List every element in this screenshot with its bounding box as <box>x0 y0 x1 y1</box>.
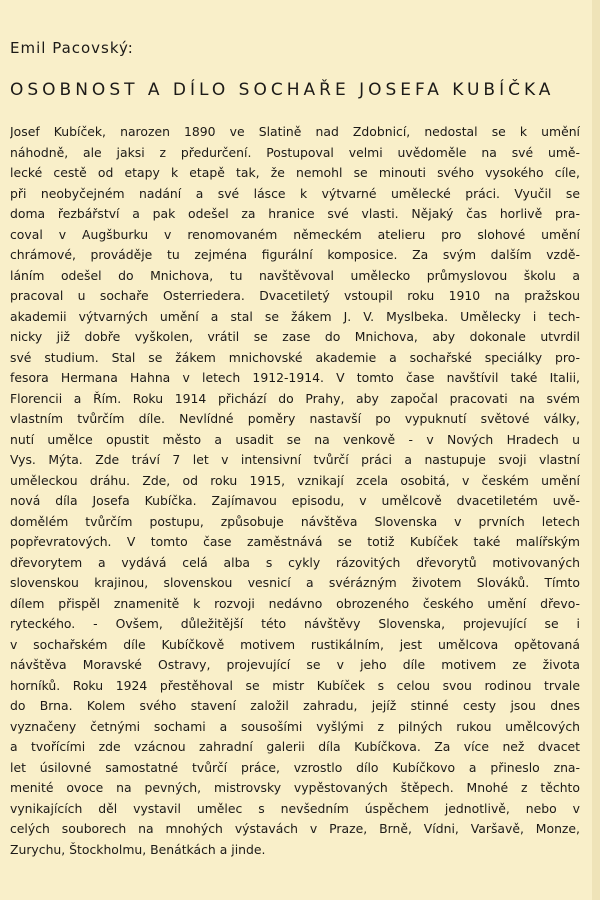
body-line: uměleckou dráhu. Zde, od roku 1915, vznikají zcela osobitá, v českém umění <box>10 472 580 488</box>
body-line: při neobyčejném nadání a své lásce k výtvarné umělecké práci. Vyučil se <box>10 185 580 201</box>
body-line: akademii výtvarných umění a stal se žákem J. V. Myslbeka. Umělecky i tech- <box>10 308 580 324</box>
body-line: ryteckého. - Ovšem, důležitější této návštěvy Slovenska, projevující se i <box>10 616 580 631</box>
body-line: dřevorytem a vydává celá alba s cykly rázovitých dřevorytů motivovaných <box>10 554 580 570</box>
body-line: své studium. Stal se žákem mnichovské akademie a sochařské speciálky pro- <box>10 349 580 365</box>
body-line: náhodně, ale jaksi z předurčení. Postupoval velmi uvědoměle na své umě- <box>10 144 580 160</box>
body-line: Josef Kubíček, narozen 1890 ve Slatině nad Zdobnicí, nedostal se k umění <box>10 124 580 139</box>
body-line: menité ovoce na pevných, mistrovsky vypěstovaných štěpech. Mnohé z těchto <box>10 780 580 795</box>
body-line: do Brna. Kolem svého stavení založil zahradu, jejíž stinné cesty jsou dnes <box>10 698 580 713</box>
body-line: vynikajících děl vystavil umělec s nevšedním úspěchem jednotlivě, nebo v <box>10 800 580 816</box>
body-line: let úsilovné samostatné tvůrčí práce, vzrostlo dílo Kubíčkovo a přineslo zna- <box>10 759 580 775</box>
body-line: popřevratových. V tomto čase zaměstnává se totiž Kubíček také malířským <box>10 534 580 549</box>
body-line: dílem přispěl znamenitě k rozvoji nedávno obrozeného českého umění dřevo- <box>10 595 580 611</box>
body-line: coval v Augšburku v renomovaném německém atelieru pro slohové umění <box>10 226 580 242</box>
body-line: Vys. Mýta. Zde tráví 7 let v intensivní tvůrčí práci a nastupuje svoji vlastní <box>10 452 580 467</box>
body-line: vlastním tvůrčím díle. Nevlídné poměry nastavší po vypuknutí světové války, <box>10 411 580 426</box>
article-title: OSOBNOST A DÍLO SOCHAŘE JOSEFA KUBÍČKA <box>10 80 555 100</box>
body-line: návštěva Moravské Ostravy, projevující se v jeho díle motivem ze života <box>10 657 580 672</box>
body-line: v sochařském díle Kubíčkově motivem rustikálním, jest umělcova opětovaná <box>10 636 580 652</box>
body-line: vyznačeny četnými sochami a sousošími vyšlými z pilných rukou umělcových <box>10 718 580 734</box>
page-edge <box>592 0 600 900</box>
author-name: Emil Pacovský: <box>10 39 134 57</box>
body-line: doma řezbářství a pak odešel za hranice své vlasti. Nějaký čas horlivě pra- <box>10 206 580 221</box>
body-line: lecké cestě od etapy k etapě tak, že nemohl se minouti svého vysokého cíle, <box>10 165 580 180</box>
body-line: fesora Hermana Hahna v letech 1912-1914. V tomto čase navštívil také Italii, <box>10 370 580 385</box>
body-line: celých souborech na mnohých výstavách v Praze, Brně, Vídni, Varšavě, Monze, <box>10 821 580 836</box>
body-line: nová díla Josefa Kubíčka. Zajímavou episodu, v umělcově dvacetiletém uvě- <box>10 493 580 508</box>
body-line: chrámové, prováděje tu zejména figurální komposice. Za svým dalším vzdě- <box>10 247 580 262</box>
body-line: pracoval u sochaře Osterriedera. Dvacetiletý vstoupil roku 1910 na pražskou <box>10 288 580 303</box>
body-line: Florencii a Řím. Roku 1914 přichází do Prahy, aby započal pracovati na svém <box>10 390 580 406</box>
body-line: horníků. Roku 1924 přestěhoval se mistr Kubíček s celou svou rodinou trvale <box>10 677 580 693</box>
body-line: slovenskou krajinou, slovenskou vesnicí a svérázným životem Slováků. Tímto <box>10 575 580 590</box>
body-line: Zurychu, Štockholmu, Benátkách a jinde. <box>10 841 266 857</box>
body-line: nicky již dobře vyškolen, vrátil se zase do Mnichova, aby dokonale utvrdil <box>10 329 580 344</box>
body-line: a tvořícími zde vzácnou zahradní galerii díla Kubíčkova. Za více než dvacet <box>10 739 580 754</box>
body-line: láním odešel do Mnichova, tu navštěvoval umělecko průmyslovou školu a <box>10 267 580 283</box>
article-body <box>10 122 580 860</box>
body-line: nutí umělce opustit město a usadit se na venkově - v Nových Hradech u <box>10 431 580 447</box>
body-line: domělém tvůrčím postupu, způsobuje návštěva Slovenska v prvních letech <box>10 513 580 529</box>
